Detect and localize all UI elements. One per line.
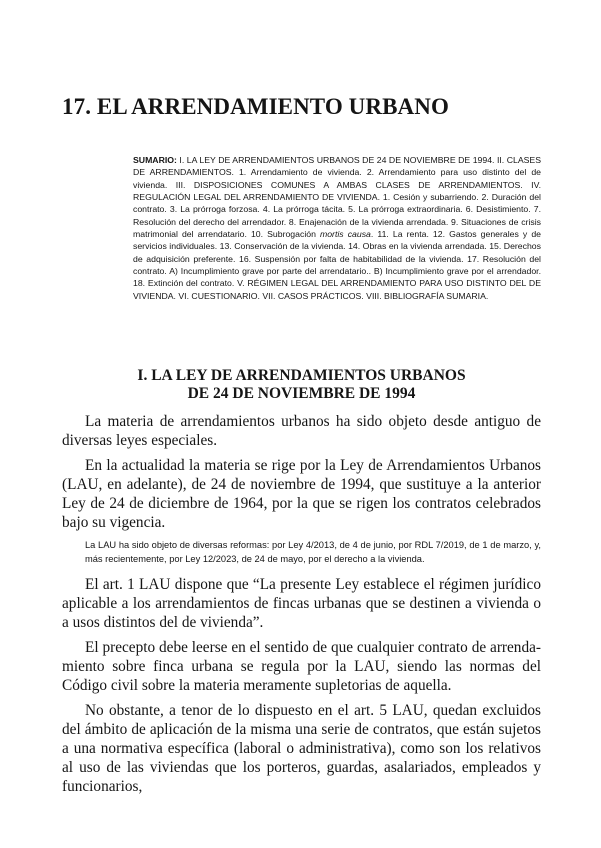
chapter-title: 17. EL ARRENDAMIENTO URBANO: [62, 94, 449, 119]
summary-italic-term: mortis causa: [319, 229, 371, 240]
reform-note: La LAU ha sido objeto de diversas reformas: por Ley 4/2013, de 4 de junio, por RDL 7/2019, de 1 de marzo, y, más recientemente, por Ley 12/2023, de 24 de mayo, por el derecho a la vivienda.: [85, 540, 541, 564]
summary-label: SUMARIO:: [133, 155, 177, 165]
summary-text-part-2: . 11. La renta. 12. Gastos generales y de servicios individuales. 13. Conservación de la vivienda. 14. Obras en la vivienda arrendada. 15. Derechos de adquisición preferente. 16. Suspensión por falta de habitabilidad de la vivienda. 17. Resolución del contrato. A) Incumplimiento grave por parte del arrendatario.. B) Incumplimiento grave por el arrendador. 18. Extinción del contrato. V. RÉGIMEN LEGAL DEL ARRENDAMIENTO PARA USO DISTINTO DEL DE VIVIENDA. VI. CUESTIONARIO. VII. CASOS PRÁCTICOS. VIII. BIBLIOGRAFÍA SUMARIA.: [133, 229, 541, 301]
paragraph: La materia de arrendamientos urbanos ha sido objeto desde antiguo de diversas leyes especiales.: [62, 413, 541, 449]
paragraph: No obstante, a tenor de lo dispuesto en el art. 5 LAU, quedan excluidos del ámbito de aplicación de la misma una serie de contratos, que están sujetos a una normativa específica (laboral o administrativa), como son los relativos al uso de las viviendas que los porteros, guardas, asalariados, empleados y funcionarios,: [62, 702, 541, 796]
section-title-line-2: DE 24 DE NOVIEMBRE DE 1994: [187, 384, 416, 402]
paragraph: El precepto debe leerse en el sentido de que cualquier contrato de arrendamiento sobre finca urbana se regula por la LAU, siendo las normas del Código civil sobre la materia meramente supletorias de aquella.: [62, 639, 541, 695]
section-title-line-1: I. LA LEY DE ARRENDAMIENTOS URBANOS: [137, 367, 466, 384]
paragraph: El art. 1 LAU dispone que “La presente Ley establece el régimen jurídico aplicable a los arrendamientos de fincas urbanas que se destinen a vivienda o a usos distintos del de vivienda”.: [62, 576, 541, 631]
chapter-summary: [133, 154, 541, 302]
section-title: [62, 367, 541, 402]
body-text: [62, 413, 541, 804]
summary-text-part-1: I. LA LEY DE ARRENDAMIENTOS URBANOS DE 24 DE NOVIEMBRE DE 1994. II. CLASES DE ARRENDAMIENTOS. 1. Arrendamiento de vivienda. 2. Arrendamiento para uso distinto del de vivienda. III. DISPOSICIONES COMUNES A AMBAS CLASES DE ARRENDAMIENTOS. IV. REGULACIÓN LEGAL DEL ARRENDAMIENTO DE VIVIENDA. 1. Cesión y subarriendo. 2. Duración del contrato. 3. La prórroga forzosa. 4. La prórroga tácita. 5. La prórroga extraordinaria. 6. Desistimiento. 7. Resolución del derecho del arrendador. 8. Enajenación de la vivienda arrendada. 9. Situaciones de crisis matrimonial del arrendatario. 10. Subrogación: [133, 155, 541, 240]
paragraph: En la actualidad la materia se rige por la Ley de Arrendamientos Urbanos (LAU, en adelante), de 24 de noviembre de 1994, que sustituye a la anterior Ley de 24 de diciembre de 1964, por la que se rigen los contratos celebrados bajo su vigencia.: [62, 457, 541, 532]
